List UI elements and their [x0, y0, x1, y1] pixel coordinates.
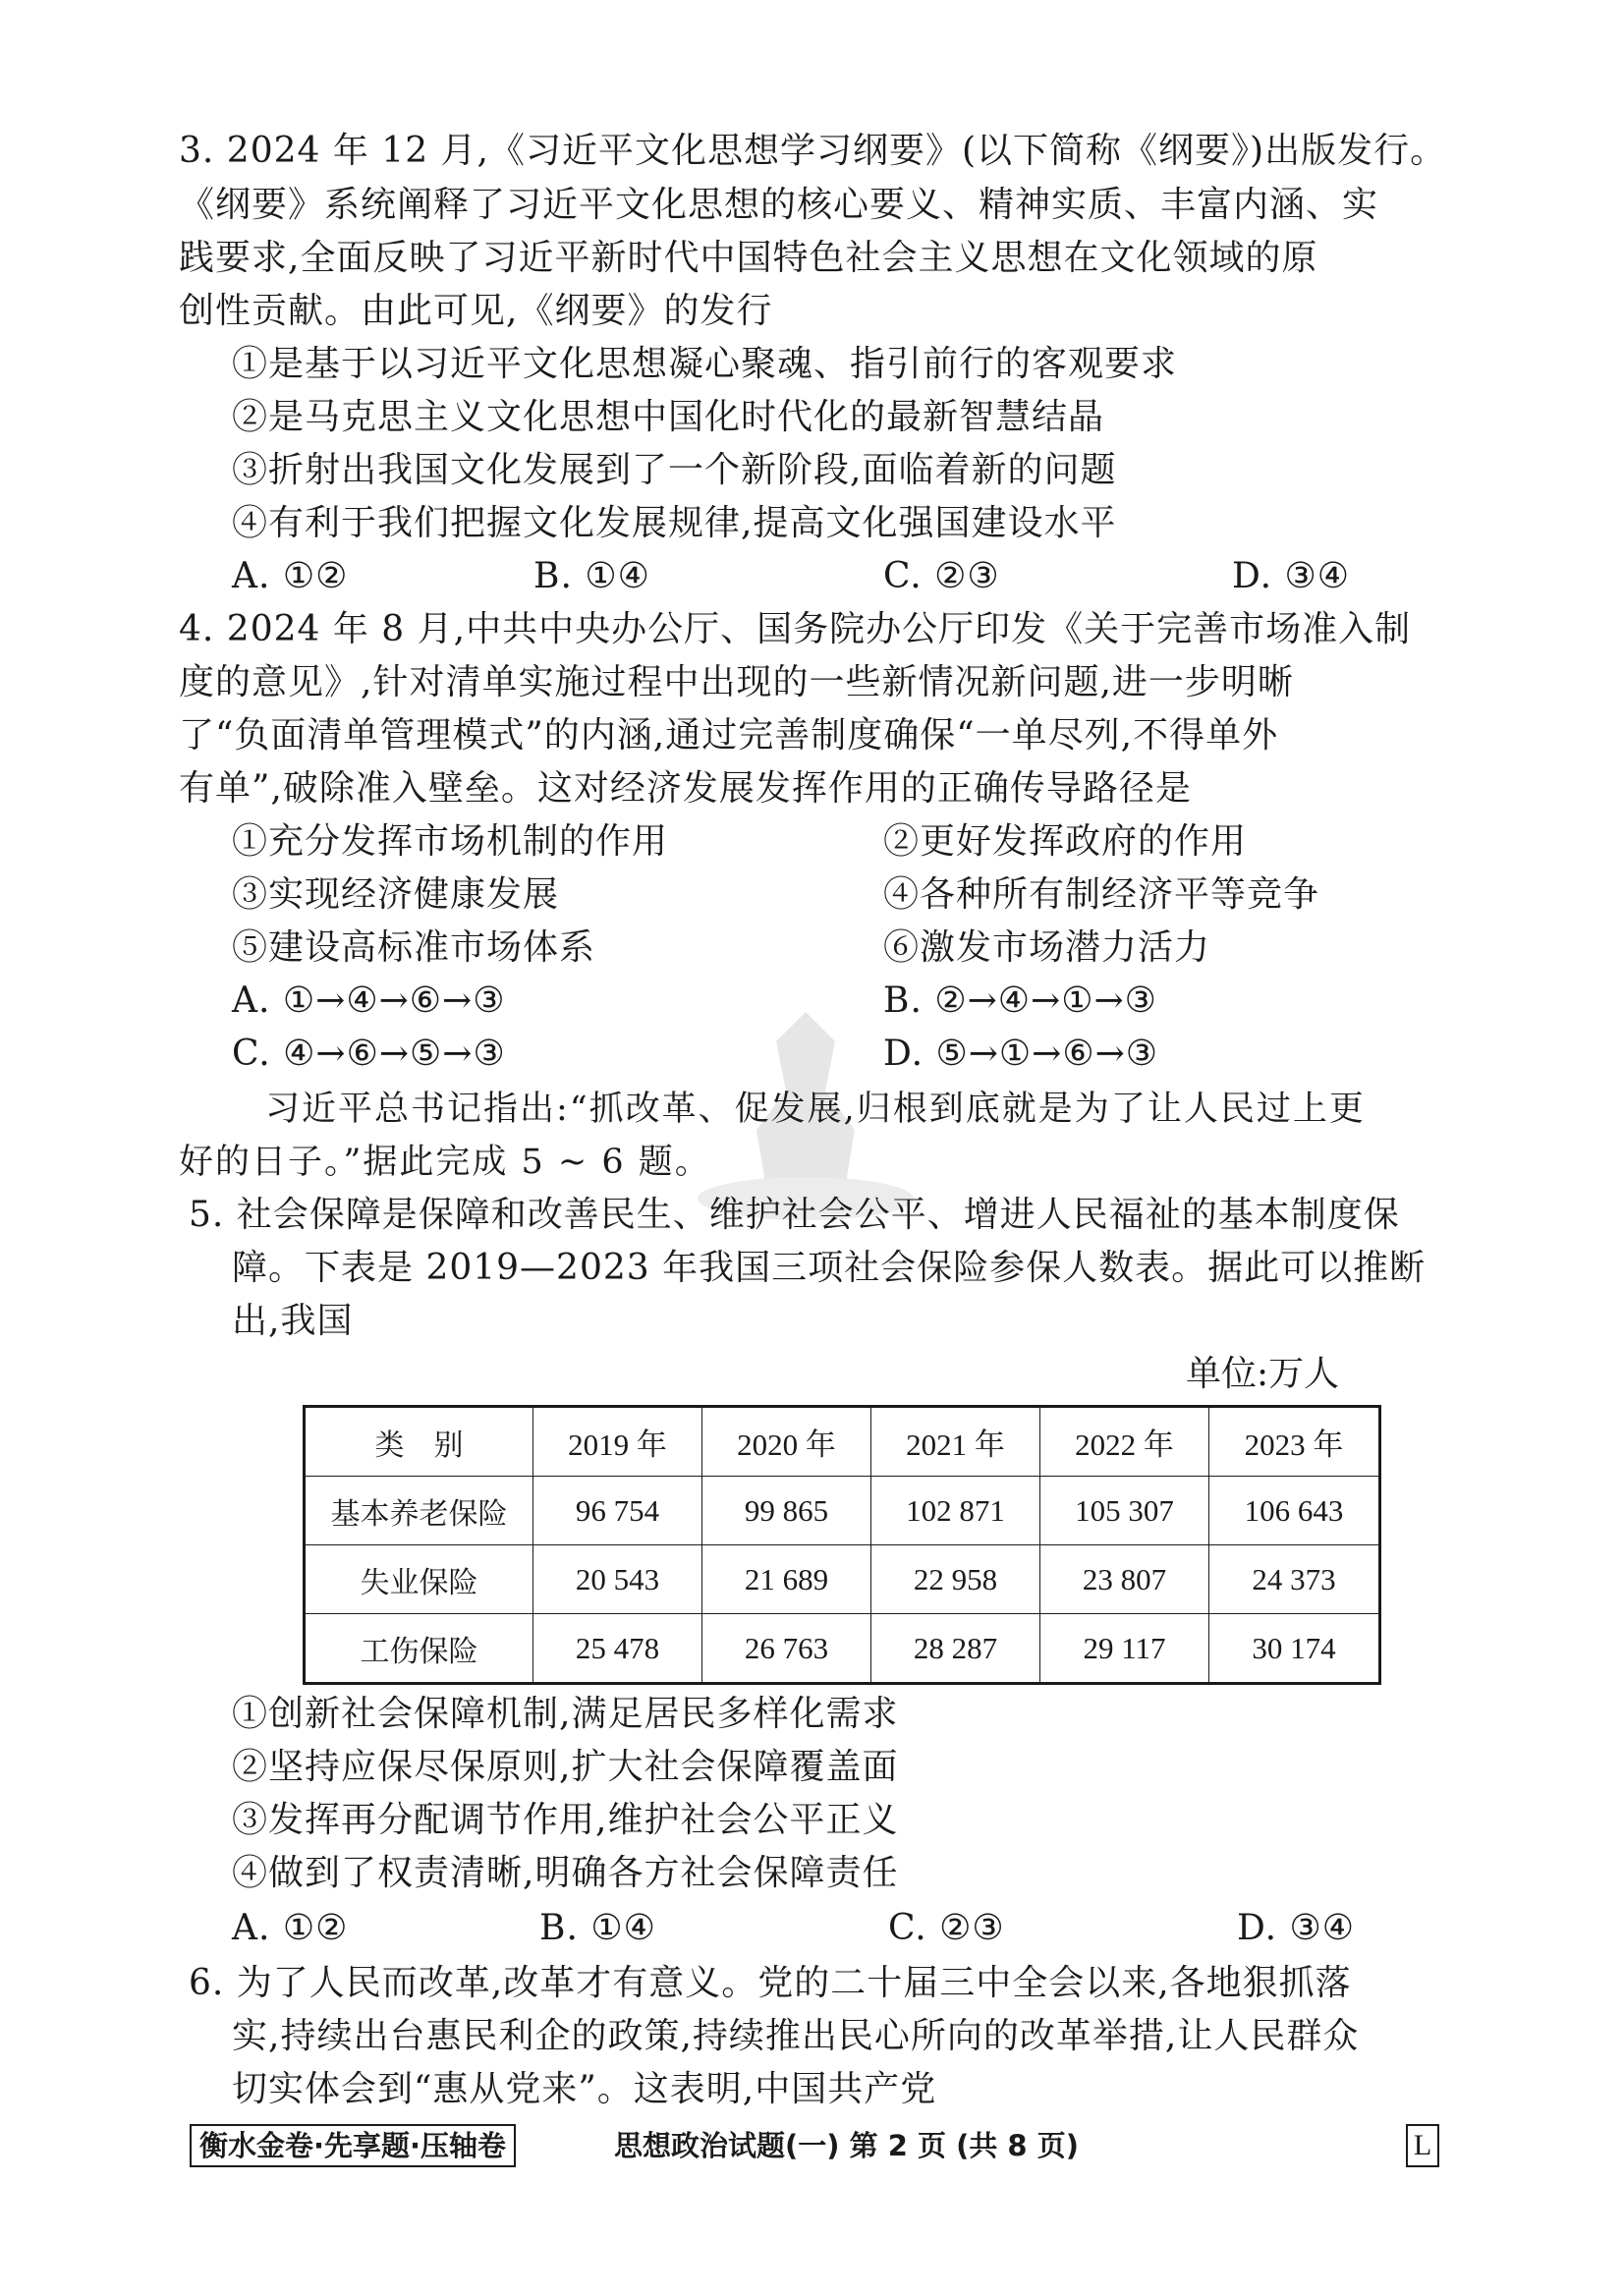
table-cell: 96 754: [533, 1477, 702, 1545]
table-cell: 失业保险: [305, 1545, 533, 1614]
q6-stem-line-3: 切实体会到“惠从党来”。这表明,中国共产党: [232, 2069, 937, 2109]
q3-choice-d[interactable]: D. ③④: [1232, 556, 1351, 596]
insurance-table: [303, 1405, 1381, 1685]
table-cell: 22 958: [871, 1545, 1040, 1614]
table-cell: 99 865: [702, 1477, 871, 1545]
q4-choice-a[interactable]: A. ①→④→⑥→③: [232, 980, 506, 1021]
table-header-row: [305, 1407, 1380, 1477]
table-header-cell: 2022 年: [1040, 1407, 1209, 1477]
table-row: [305, 1477, 1380, 1545]
q4-option-5: ⑤建设高标准市场体系: [232, 927, 596, 968]
table-cell: 24 373: [1209, 1545, 1380, 1614]
material-line-2: 好的日子。”据此完成 5 ~ 6 题。: [179, 1143, 711, 1182]
table-header-cell: 类 别: [305, 1407, 533, 1477]
q5-choice-d[interactable]: D. ③④: [1237, 1908, 1356, 1948]
table-row: [305, 1545, 1380, 1614]
q4-option-4: ④各种所有制经济平等竞争: [883, 874, 1320, 915]
q3-choice-b[interactable]: B. ①④: [533, 556, 650, 596]
page-footer: [190, 2124, 1439, 2169]
table-cell: 102 871: [871, 1477, 1040, 1545]
q4-choice-d[interactable]: D. ⑤→①→⑥→③: [883, 1034, 1159, 1074]
table-cell: 工伤保险: [305, 1614, 533, 1684]
table-header-cell: 2019 年: [533, 1407, 702, 1477]
q4-choice-b[interactable]: B. ②→④→①→③: [883, 980, 1157, 1021]
q5-stem-line-2: 障。下表是 2019—2023 年我国三项社会保险参保人数表。据此可以推断: [232, 1248, 1427, 1288]
table-unit-label: 单位:万人: [1186, 1354, 1340, 1394]
q5-option-4: ④做到了权责清晰,明确各方社会保障责任: [232, 1853, 899, 1893]
table-cell: 25 478: [533, 1614, 702, 1684]
q5-option-3: ③发挥再分配调节作用,维护社会公平正义: [232, 1800, 899, 1840]
table-cell: 26 763: [702, 1614, 871, 1684]
q5-stem-line-3: 出,我国: [232, 1301, 354, 1341]
footer-brand-box: 衡水金卷·先享题·压轴卷: [190, 2124, 516, 2167]
q4-stem-line-4: 有单”,破除准入壁垒。这对经济发展发挥作用的正确传导路径是: [179, 768, 1192, 809]
q4-option-6: ⑥激发市场潜力活力: [883, 927, 1211, 968]
footer-version-letter: L: [1406, 2124, 1439, 2167]
q3-stem-line-1: 3. 2024 年 12 月,《习近平文化思想学习纲要》(以下简称《纲要》)出版发行。: [179, 131, 1447, 171]
q5-choice-c[interactable]: C. ②③: [888, 1908, 1005, 1948]
q6-stem-line-2: 实,持续出台惠民利企的政策,持续推出民心所向的改革举措,让人民群众: [232, 2016, 1360, 2056]
q3-option-1: ①是基于以习近平文化思想凝心聚魂、指引前行的客观要求: [232, 344, 1178, 384]
table-cell: 21 689: [702, 1545, 871, 1614]
q3-choice-c[interactable]: C. ②③: [883, 556, 1000, 596]
table-cell: 106 643: [1209, 1477, 1380, 1545]
footer-page-info: 思想政治试题(一) 第 2 页 (共 8 页): [614, 2129, 1079, 2162]
table-cell: 23 807: [1040, 1545, 1209, 1614]
table-cell: 29 117: [1040, 1614, 1209, 1684]
q6-stem-line-1: 6. 为了人民而改革,改革才有意义。党的二十届三中全会以来,各地狠抓落: [189, 1963, 1352, 2003]
q4-stem-line-2: 度的意见》,针对清单实施过程中出现的一些新情况新问题,进一步明晰: [179, 662, 1294, 702]
table-row: [305, 1614, 1380, 1684]
q4-option-2: ②更好发挥政府的作用: [883, 821, 1248, 862]
q4-stem-line-3: 了“负面清单管理模式”的内涵,通过完善制度确保“一单尽列,不得单外: [179, 715, 1279, 756]
q3-stem-line-4: 创性贡献。由此可见,《纲要》的发行: [179, 291, 773, 331]
q5-option-2: ②坚持应保尽保原则,扩大社会保障覆盖面: [232, 1747, 899, 1787]
material-line-1: 习近平总书记指出:“抓改革、促发展,归根到底就是为了让人民过上更: [265, 1090, 1366, 1129]
q5-option-1: ①创新社会保障机制,满足居民多样化需求: [232, 1694, 899, 1734]
q4-stem-line-1: 4. 2024 年 8 月,中共中央办公厅、国务院办公厅印发《关于完善市场准入制: [179, 609, 1412, 649]
q3-option-3: ③折射出我国文化发展到了一个新阶段,面临着新的问题: [232, 450, 1117, 490]
table-cell: 基本养老保险: [305, 1477, 533, 1545]
q5-stem-line-1: 5. 社会保障是保障和改善民生、维护社会公平、增进人民福祉的基本制度保: [189, 1195, 1400, 1235]
q4-option-1: ①充分发挥市场机制的作用: [232, 821, 669, 862]
table-header-cell: 2020 年: [702, 1407, 871, 1477]
table-cell: 20 543: [533, 1545, 702, 1614]
q3-stem-line-2: 《纲要》系统阐释了习近平文化思想的核心要义、精神实质、丰富内涵、实: [179, 185, 1379, 225]
table-cell: 105 307: [1040, 1477, 1209, 1545]
table-header-cell: 2023 年: [1209, 1407, 1380, 1477]
q3-stem-line-3: 践要求,全面反映了习近平新时代中国特色社会主义思想在文化领域的原: [179, 238, 1318, 278]
q5-choice-a[interactable]: A. ①②: [232, 1908, 349, 1948]
q3-option-2: ②是马克思主义文化思想中国化时代化的最新智慧结晶: [232, 397, 1105, 437]
q3-option-4: ④有利于我们把握文化发展规律,提高文化强国建设水平: [232, 503, 1117, 543]
table-cell: 28 287: [871, 1614, 1040, 1684]
q4-option-3: ③实现经济健康发展: [232, 874, 560, 915]
q4-choice-c[interactable]: C. ④→⑥→⑤→③: [232, 1034, 506, 1074]
q5-choice-b[interactable]: B. ①④: [539, 1908, 656, 1948]
table-header-cell: 2021 年: [871, 1407, 1040, 1477]
table-cell: 30 174: [1209, 1614, 1380, 1684]
q3-choice-a[interactable]: A. ①②: [232, 556, 349, 596]
